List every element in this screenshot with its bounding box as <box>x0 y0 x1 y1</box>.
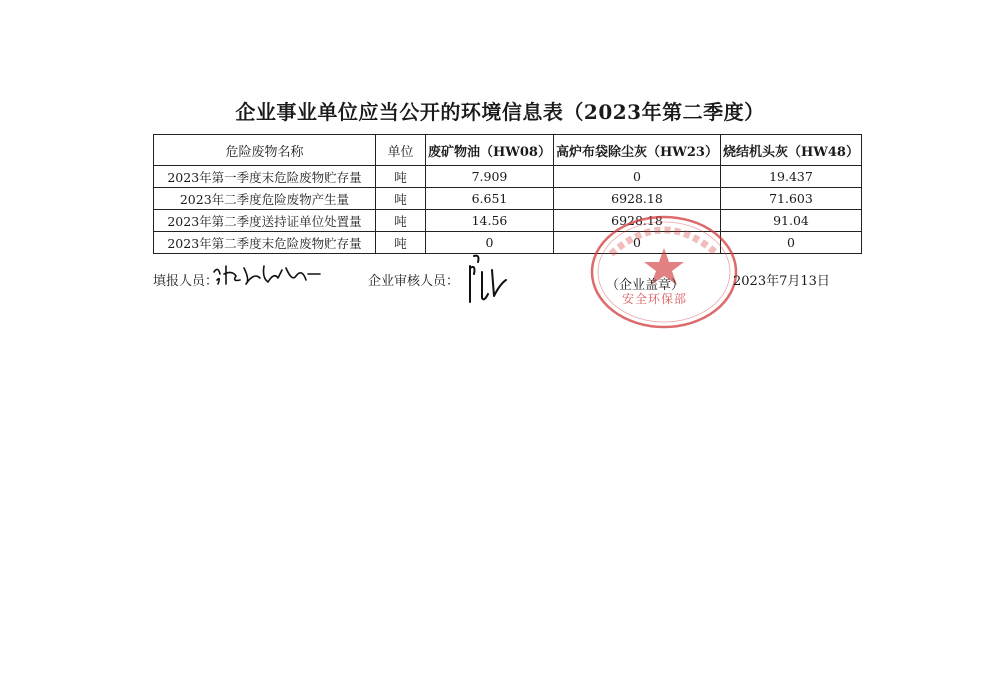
report-date: 2023年7月13日 <box>733 274 830 289</box>
filler-signature <box>212 262 322 288</box>
cell-mineral-oil: 0 <box>426 232 554 254</box>
cell-sinter-head-ash: 19.437 <box>720 166 861 188</box>
cell-blast-furnace-dust: 0 <box>553 166 720 188</box>
cell-mineral-oil: 14.56 <box>426 210 554 232</box>
seal-subtext: 安全环保部 <box>622 292 688 306</box>
header-waste-name: 危险废物名称 <box>154 135 376 166</box>
cell-blast-furnace-dust: 6928.18 <box>553 188 720 210</box>
table-row <box>154 166 862 188</box>
cell-blast-furnace-dust: 0 <box>553 232 720 254</box>
header-unit: 单位 <box>376 135 426 166</box>
page-title: 企业事业单位应当公开的环境信息表（2023年第二季度） <box>235 100 765 124</box>
table-row <box>154 210 862 232</box>
header-sinter-head-ash: 烧结机头灰（HW48） <box>720 135 861 166</box>
row-label: 2023年二季度危险废物产生量 <box>154 188 376 210</box>
cell-mineral-oil: 6.651 <box>426 188 554 210</box>
environment-info-table <box>153 134 862 254</box>
table-row <box>154 188 862 210</box>
cell-sinter-head-ash: 71.603 <box>720 188 861 210</box>
cell-blast-furnace-dust: 6928.18 <box>553 210 720 232</box>
reviewer-signature <box>460 254 520 306</box>
row-label: 2023年第一季度末危险废物贮存量 <box>154 166 376 188</box>
table-row <box>154 232 862 254</box>
row-label: 2023年第二季度末危险废物贮存量 <box>154 232 376 254</box>
cell-sinter-head-ash: 91.04 <box>720 210 861 232</box>
header-waste-mineral-oil: 废矿物油（HW08） <box>426 135 554 166</box>
cell-mineral-oil: 7.909 <box>426 166 554 188</box>
filler-label: 填报人员： <box>153 274 219 289</box>
table-header-row <box>154 135 862 166</box>
row-unit: 吨 <box>376 210 426 232</box>
row-label: 2023年第二季度送持证单位处置量 <box>154 210 376 232</box>
reviewer-label: 企业审核人员： <box>368 274 460 289</box>
row-unit: 吨 <box>376 188 426 210</box>
row-unit: 吨 <box>376 232 426 254</box>
row-unit: 吨 <box>376 166 426 188</box>
seal-label: （企业盖章） <box>606 278 685 293</box>
header-blast-furnace-dust: 高炉布袋除尘灰（HW23） <box>553 135 720 166</box>
cell-sinter-head-ash: 0 <box>720 232 861 254</box>
